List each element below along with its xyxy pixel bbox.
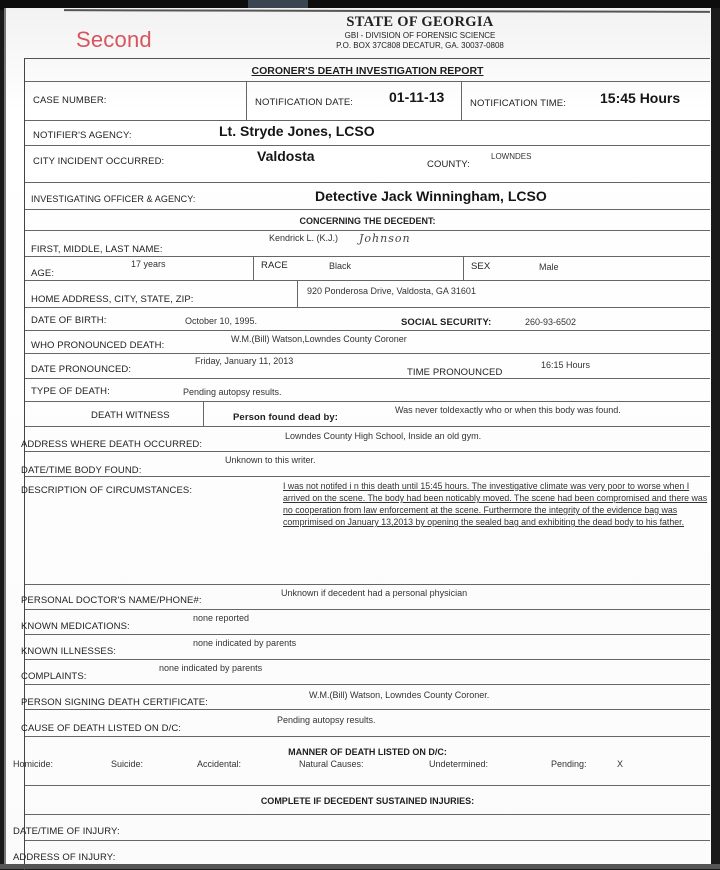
home-address-value: 920 Ponderosa Drive, Valdosta, GA 31601: [307, 286, 476, 296]
divider: [253, 257, 254, 280]
name-value: Kendrick L. (K.J.): [269, 233, 339, 243]
dob-label: DATE OF BIRTH:: [31, 315, 107, 326]
manner-option-pending: Pending:: [551, 759, 587, 769]
type-of-death-value: Pending autopsy results.: [183, 387, 282, 397]
date-pronounced-row: [25, 354, 710, 379]
notification-time-label: NOTIFICATION TIME:: [470, 98, 566, 109]
state-title: STATE OF GEORGIA: [346, 14, 494, 30]
city-row: [25, 146, 710, 183]
doctor-row: [21, 585, 710, 610]
notifier-row: [25, 121, 710, 146]
type-of-death-label: TYPE OF DEATH:: [31, 386, 110, 397]
divider: [203, 402, 204, 426]
second-stamp: Second: [76, 27, 152, 52]
date-pronounced-value: Friday, January 11, 2013: [195, 356, 294, 366]
sex-label: SEX: [471, 261, 491, 272]
injuries-title-row: [25, 786, 710, 815]
manner-option-accidental: Accidental:: [197, 759, 242, 769]
home-address-row: [25, 281, 710, 308]
medications-label: KNOWN MEDICATIONS:: [21, 621, 130, 632]
doctor-label: PERSONAL DOCTOR'S NAME/PHONE#:: [21, 595, 202, 606]
medications-value: none reported: [193, 613, 250, 623]
name-handwritten: Johnson: [359, 232, 411, 245]
report-form: [13, 58, 710, 870]
name-label: FIRST, MIDDLE, LAST NAME:: [31, 244, 163, 255]
divider: [461, 82, 462, 120]
divider: [297, 281, 298, 307]
notification-date-value: 01-11-13: [389, 89, 445, 105]
city-label: CITY INCIDENT OCCURRED:: [33, 156, 165, 167]
complaints-label: COMPLAINTS:: [21, 671, 87, 682]
pronounced-by-value: W.M.(Bill) Watson,Lowndes County Coroner: [231, 334, 407, 344]
manner-title: MANNER OF DEATH LISTED ON D/C:: [288, 747, 447, 757]
time-pronounced-value: 16:15 Hours: [541, 360, 591, 370]
manner-row: [13, 737, 710, 786]
race-label: RACE: [261, 260, 288, 271]
manner-option-homicide: Homicide:: [13, 759, 54, 769]
complaints-value: none indicated by parents: [159, 663, 263, 673]
notification-time-value: 15:45 Hours: [600, 90, 681, 106]
pronounced-by-label: WHO PRONOUNCED DEATH:: [31, 340, 165, 351]
divider: [246, 82, 247, 120]
dob-ssn-row: [25, 308, 710, 331]
cause-label: CAUSE OF DEATH LISTED ON D/C:: [21, 723, 182, 734]
cause-row: [21, 710, 710, 737]
report-title-row: [25, 59, 710, 82]
death-witness-label: DEATH WITNESS: [91, 410, 170, 421]
death-address-value: Lowndes County High School, Inside an old gym.: [285, 431, 482, 441]
notifier-value: Lt. Stryde Jones, LCSO: [219, 123, 375, 139]
injuries-title: COMPLETE IF DECEDENT SUSTAINED INJURIES:: [260, 796, 475, 806]
time-pronounced-label: TIME PRONOUNCED: [407, 367, 503, 378]
division-subtitle: GBI - DIVISION OF FORENSIC SCIENCE: [344, 31, 496, 40]
injury-datetime-label: DATE/TIME OF INJURY:: [13, 826, 120, 837]
age-race-sex-row: [25, 257, 710, 281]
signer-value: W.M.(Bill) Watson, Lowndes County Coroner.: [309, 690, 490, 700]
injury-address-label: ADDRESS OF INJURY:: [13, 852, 116, 863]
illnesses-row: [21, 635, 710, 660]
bottom-bar: [0, 864, 720, 869]
signer-label: PERSON SIGNING DEATH CERTIFICATE:: [21, 697, 208, 708]
body-found-label: DATE/TIME BODY FOUND:: [21, 465, 142, 476]
type-of-death-row: [25, 379, 710, 402]
death-address-label: ADDRESS WHERE DEATH OCCURRED:: [21, 439, 203, 450]
county-label: COUNTY:: [427, 159, 470, 170]
sex-value: Male: [539, 262, 559, 272]
notifier-label: NOTIFIER'S AGENCY:: [33, 130, 132, 141]
divider: [463, 257, 464, 280]
window-tab: [248, 0, 308, 8]
investigator-row: [25, 183, 710, 210]
report-title: CORONER'S DEATH INVESTIGATION REPORT: [251, 65, 484, 77]
illnesses-label: KNOWN ILLNESSES:: [21, 646, 117, 657]
death-address-row: [21, 427, 710, 452]
county-value: LOWNDES: [491, 152, 532, 161]
found-by-value: Was never toldexactly who or when this body was found.: [395, 405, 621, 415]
manner-option-undetermined: Undetermined:: [429, 759, 489, 769]
death-witness-row: [25, 402, 710, 427]
manner-pending-mark: X: [617, 759, 624, 769]
investigator-value: Detective Jack Winningham, LCSO: [315, 188, 547, 204]
decedent-section-title: CONCERNING THE DECEDENT:: [299, 216, 436, 226]
manner-option-natural: Natural Causes:: [299, 759, 364, 769]
injury-datetime-row: [13, 815, 710, 841]
pronounced-by-row: [25, 331, 710, 354]
race-value: Black: [329, 261, 352, 271]
body-found-value: Unknown to this writer.: [225, 455, 316, 465]
age-label: AGE:: [31, 268, 55, 279]
division-address: P.O. BOX 37C808 DECATUR, GA. 30037-0808: [336, 41, 504, 50]
decedent-section-row: [25, 210, 710, 231]
name-row: [25, 231, 710, 257]
case-number-label: CASE NUMBER:: [33, 95, 107, 106]
investigator-label: INVESTIGATING OFFICER & AGENCY:: [31, 194, 196, 204]
right-edge: [711, 8, 720, 869]
found-by-label: Person found dead by:: [233, 412, 339, 423]
ssn-value: 260-93-6502: [525, 317, 577, 327]
illnesses-value: none indicated by parents: [193, 638, 297, 648]
date-pronounced-label: DATE PRONOUNCED:: [31, 364, 132, 375]
case-row: [25, 82, 710, 121]
notification-date-label: NOTIFICATION DATE:: [255, 97, 354, 108]
home-address-label: HOME ADDRESS, CITY, STATE, ZIP:: [31, 294, 194, 305]
signer-row: [21, 685, 710, 710]
circumstances-value: I was not notifed i n this death until 15:45 hours. The investigative climate was very poor to worse when I arrived on the scene. The body had been noticably moved. The scene had been compromised and there was no cooperation from law enforcement at the scene. Furthermore the integrity of the evidence bag was comprimised on January 13,2013 by opening the sealed bag and exhibiting the dead body to his father.: [283, 481, 708, 527]
age-value: 17 years: [131, 259, 166, 269]
dob-value: October 10, 1995.: [185, 316, 258, 326]
body-found-row: [21, 452, 710, 477]
medications-row: [21, 610, 710, 635]
complaints-row: [21, 660, 710, 685]
city-value: Valdosta: [257, 148, 315, 164]
manner-option-suicide: Suicide:: [111, 759, 144, 769]
circumstances-row: [21, 477, 710, 585]
circumstances-label: DESCRIPTION OF CIRCUMSTANCES:: [21, 485, 193, 496]
doctor-value: Unknown if decedent had a personal physician: [281, 588, 468, 598]
document-header: [200, 14, 640, 51]
ssn-label: SOCIAL SECURITY:: [401, 317, 492, 328]
cause-value: Pending autopsy results.: [277, 715, 376, 725]
